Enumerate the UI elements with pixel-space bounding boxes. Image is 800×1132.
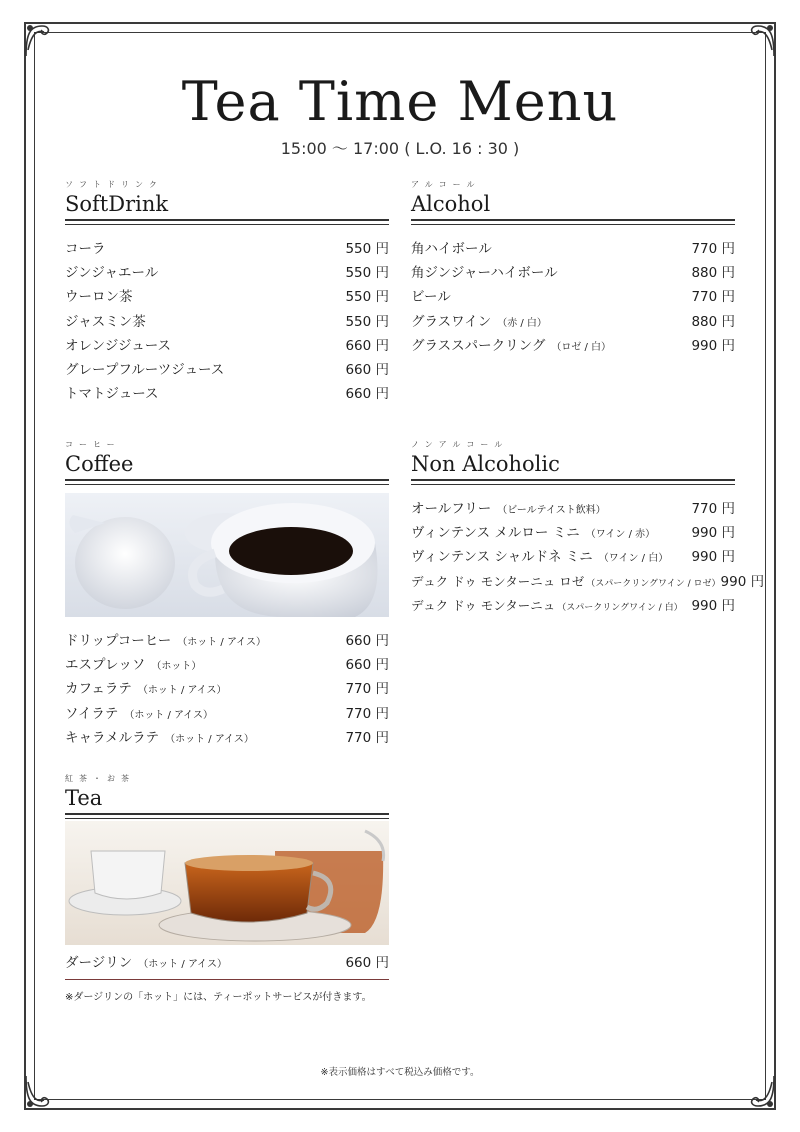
item-price: 550 円 [345, 265, 389, 282]
section-ruby: コーヒー [65, 440, 121, 449]
menu-item [65, 237, 389, 261]
menu-item [411, 570, 765, 594]
item-note: （スパークリングワイン / ロゼ） [586, 578, 721, 589]
menu-item [411, 334, 735, 358]
section-title: Coffee [65, 452, 134, 476]
item-price: 990 円 [691, 337, 735, 354]
item-name: ヴィンテンス シャルドネ ミニ [411, 549, 593, 566]
menu-list [411, 237, 735, 358]
alcohol-section [411, 180, 735, 358]
menu-item [65, 310, 389, 334]
item-note: （ワイン / 白） [598, 553, 669, 565]
item-name: ドリップコーヒー [65, 633, 172, 649]
section-ruby: ソフトドリンク [65, 180, 163, 189]
item-note: （ホット / アイス） [137, 685, 227, 697]
item-price: 880 円 [691, 313, 735, 330]
menu-list [65, 951, 389, 975]
menu-item [411, 521, 735, 545]
tea-photo [65, 821, 389, 945]
menu-item [411, 594, 735, 618]
menu-item [65, 702, 389, 726]
service-hours: 15:00 ～ 17:00 ( L.O. 16 : 30 ) [280, 139, 520, 158]
menu-item [65, 726, 389, 750]
item-name: グラススパークリング [411, 337, 546, 354]
item-name: ヴィンテンス メルロー ミニ [411, 525, 580, 542]
menu-item [411, 285, 735, 309]
item-name: デュク ドゥ モンターニュ [411, 597, 556, 613]
section-ruby: ノンアルコール [411, 440, 509, 449]
item-price: 550 円 [345, 289, 389, 306]
item-price: 660 円 [345, 657, 389, 674]
item-note: （ワイン / 赤） [585, 529, 656, 541]
item-price: 770 円 [691, 501, 735, 517]
corner-ornament [738, 20, 778, 60]
item-price: 660 円 [345, 955, 389, 971]
menu-item [65, 629, 389, 653]
item-price: 990 円 [691, 549, 735, 566]
menu-item [65, 382, 389, 406]
item-price: 770 円 [345, 729, 389, 746]
item-note: （ホット） [151, 661, 202, 673]
section-rule [65, 813, 389, 819]
item-price: 660 円 [345, 337, 389, 354]
menu-item [65, 261, 389, 285]
section-rule [65, 479, 389, 485]
coffee-photo [65, 493, 389, 617]
item-price: 660 円 [345, 361, 389, 378]
item-note: （ホット / アイス） [138, 959, 227, 970]
item-note: （赤 / 白） [497, 317, 547, 329]
menu-list [65, 237, 389, 406]
item-price: 990 円 [720, 573, 765, 590]
item-name: デュク ドゥ モンターニュ ロゼ [411, 573, 585, 589]
item-name: グラスワイン [411, 313, 492, 330]
item-note: （ホット / アイス） [177, 637, 266, 648]
item-name: ウーロン茶 [65, 289, 133, 306]
item-name: ダージリン [65, 955, 133, 971]
item-name: コーラ [65, 241, 106, 257]
section-rule [65, 979, 389, 980]
section-rule [65, 219, 389, 225]
item-name: トマトジュース [65, 386, 159, 403]
item-price: 550 円 [345, 313, 389, 330]
item-name: オレンジジュース [65, 337, 172, 354]
menu-item [411, 237, 735, 261]
item-note: （ホット / アイス） [165, 733, 254, 745]
item-name: ビール [411, 289, 451, 306]
item-name: ジンジャエール [65, 265, 159, 282]
item-price: 770 円 [345, 705, 389, 722]
section-rule [411, 479, 735, 485]
section-title: Alcohol [411, 192, 491, 216]
item-price: 770 円 [691, 241, 735, 257]
section-title: SoftDrink [65, 192, 169, 216]
corner-ornament [738, 1072, 778, 1112]
menu-item [65, 285, 389, 309]
menu-item [65, 334, 389, 358]
item-price: 770 円 [345, 681, 389, 698]
item-name: ソイラテ [65, 705, 119, 722]
item-name: 角ハイボール [411, 241, 492, 257]
item-name: ジャスミン茶 [65, 313, 146, 330]
menu-item [65, 653, 389, 677]
item-name: 角ジンジャーハイボール [411, 265, 558, 282]
menu-item [65, 358, 389, 382]
item-price: 770 円 [691, 289, 735, 306]
corner-ornament [22, 20, 62, 60]
menu-item [411, 545, 735, 569]
page-title: Tea Time Menu [181, 70, 619, 133]
item-name: カフェラテ [65, 681, 132, 698]
item-name: オールフリー [411, 501, 492, 517]
section-ruby: アルコール [411, 180, 481, 189]
item-name: キャラメルラテ [65, 729, 160, 746]
item-price: 990 円 [691, 597, 735, 614]
softdrink-section [65, 180, 389, 406]
menu-item [65, 677, 389, 701]
item-note: （ロゼ / 白） [551, 341, 612, 353]
item-note: （ビールテイスト飲料） [497, 505, 606, 516]
section-title: Non Alcoholic [411, 452, 560, 476]
coffee-section [65, 440, 389, 750]
menu-item [65, 951, 389, 975]
tea-section [65, 774, 389, 1003]
item-name: グレープフルーツジュース [65, 361, 225, 378]
item-name: エスプレッソ [65, 657, 146, 674]
nonalcoholic-section [411, 440, 765, 618]
section-title: Tea [65, 786, 103, 810]
section-ruby: 紅茶・お茶 [65, 774, 135, 783]
menu-item [411, 261, 735, 285]
item-price: 660 円 [345, 386, 389, 403]
item-note: （ホット / アイス） [124, 709, 214, 721]
item-note: （スパークリングワイン / 白） [557, 602, 683, 613]
item-price: 550 円 [345, 241, 389, 257]
menu-item [411, 497, 735, 521]
corner-ornament [22, 1072, 62, 1112]
menu-list [65, 629, 389, 750]
menu-list [411, 497, 765, 618]
item-price: 660 円 [345, 633, 389, 649]
menu-item [411, 310, 735, 334]
tax-note: ※表示価格はすべて税込み価格です。 [320, 1067, 480, 1078]
item-price: 990 円 [691, 525, 735, 542]
tea-note: ※ダージリンの「ホット」には、ティーポットサービスが付きます。 [65, 992, 372, 1004]
section-rule [411, 219, 735, 225]
item-price: 880 円 [691, 265, 735, 282]
